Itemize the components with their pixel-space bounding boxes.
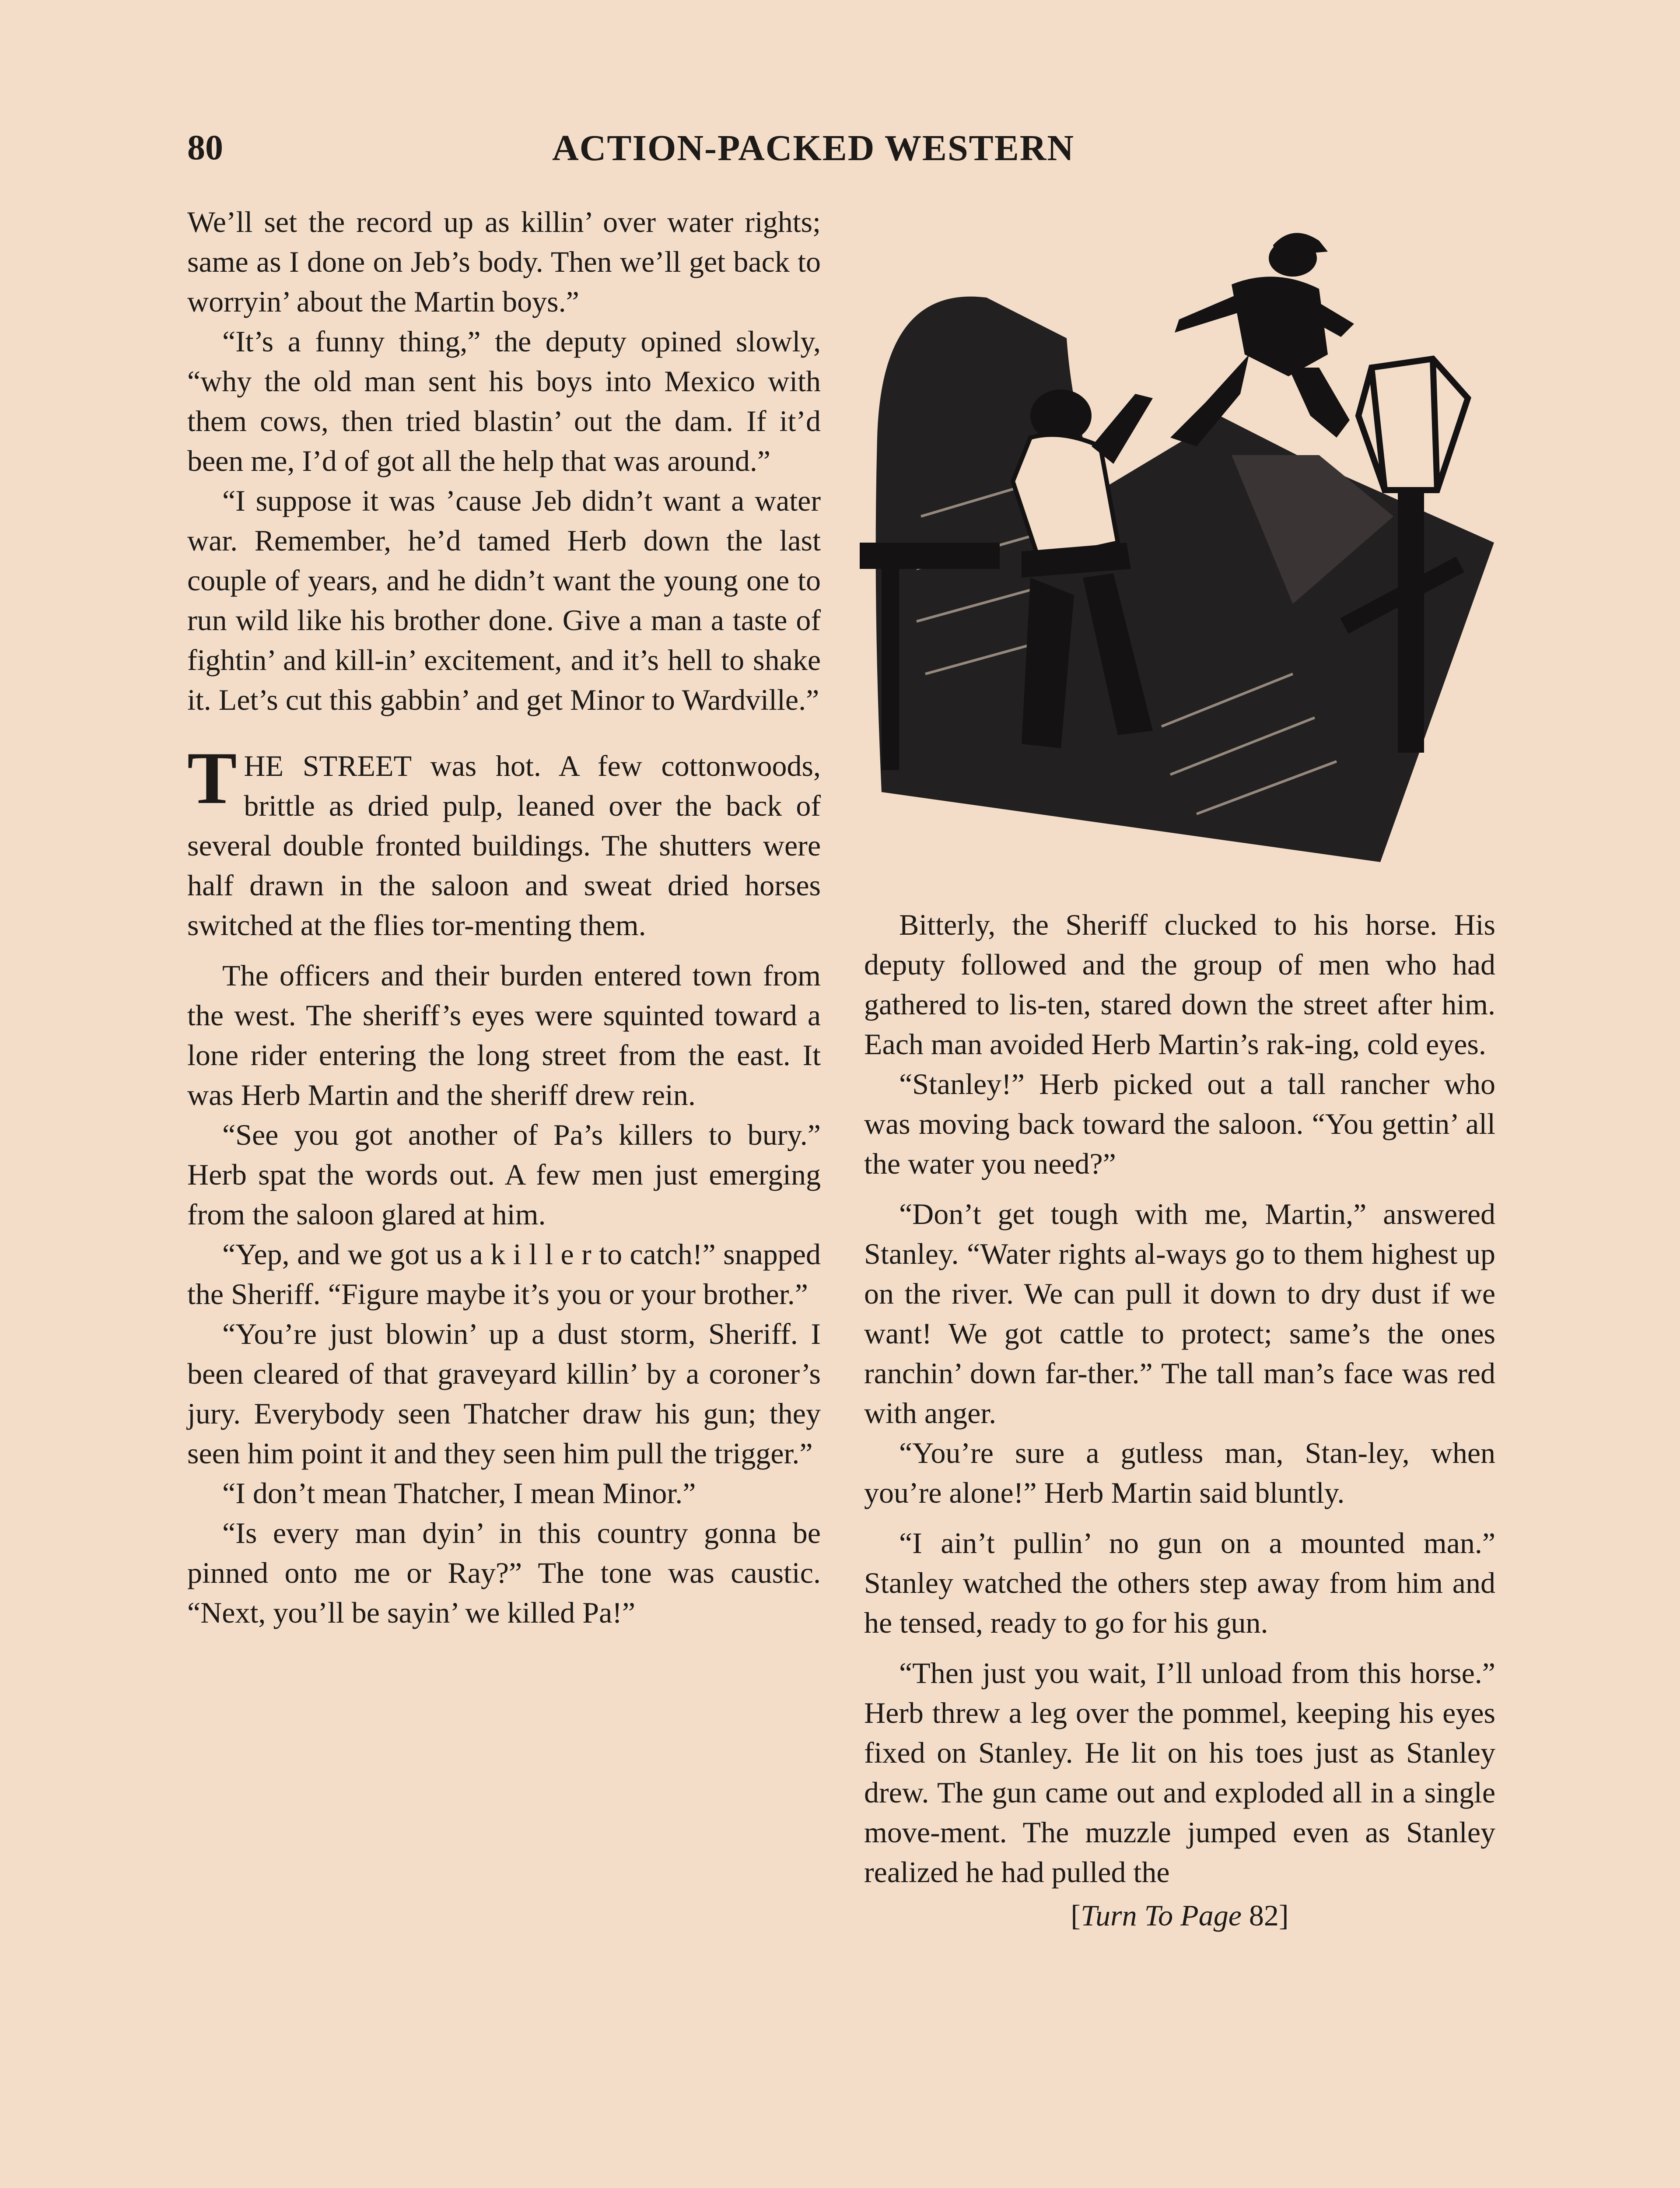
- paragraph: “See you got another of Pa’s killers to bury.” Herb spat the words out. A few men just emerging from the saloon glared at him.: [187, 1118, 821, 1231]
- paragraph: “I ain’t pullin’ no gun on a mounted man.” Stanley watched the others step away from him and he tensed, ready to go for his gun.: [864, 1526, 1495, 1639]
- paragraph: “You’re sure a gutless man, Stan-ley, when you’re alone!” Herb Martin said bluntly.: [864, 1436, 1495, 1509]
- paragraph: “Stanley!” Herb picked out a tall rancher who was moving back toward the saloon. “You gettin’ all the water you need?”: [864, 1067, 1495, 1180]
- paragraph: “You’re just blowin’ up a dust storm, Sheriff. I been cleared of that graveyard killin’ by a coroner’s jury. Everybody seen Thatcher draw his gun; they seen him point it and they seen him pull the trigger.”: [187, 1317, 821, 1470]
- paragraph: “Then just you wait, I’ll unload from this horse.” Herb threw a leg over the pommel, keeping his eyes fixed on Stanley. He lit on his toes just as Stanley drew. The gun came out and exploded all in a single move-ment. The muzzle jumped even as Stanley realized he had pulled the: [864, 1656, 1495, 1889]
- paragraph: “I suppose it was ’cause Jeb didn’t want a water war. Remember, he’d tamed Herb down the last couple of years, and he didn’t want the young one to run wild like his brother done. Give a man a taste of fightin’ and kill-in’ excitement, and it’s hell to shake it. Let’s cut this gabbin’ and get Minor to Wardville.”: [187, 484, 821, 716]
- paragraph: “It’s a funny thing,” the deputy opined slowly, “why the old man sent his boys into Mexico with them cows, then tried blastin’ out the dam. If it’d been me, I’d of got all the help that was around.”: [187, 325, 821, 477]
- paragraph: Bitterly, the Sheriff clucked to his horse. His deputy followed and the group of men who had gathered to lis-ten, stared down the street after him. Each man avoided Herb Martin’s rak-ing, cold eyes.: [864, 908, 1495, 1061]
- page-number: 80: [187, 127, 223, 167]
- left-text-column: [187, 202, 821, 2188]
- paragraph: We’ll set the record up as killin’ over water rights; same as I done on Jeb’s body. Then we’ll get back to worryin’ about the Martin boys.”: [187, 205, 821, 318]
- drop-cap: T: [187, 737, 237, 819]
- page-header: [0, 114, 1680, 179]
- paragraph: “Is every man dyin’ in this country gonna be pinned onto me or Ray?” The tone was caustic. “Next, you’ll be sayin’ we killed Pa!”: [187, 1516, 821, 1629]
- continued-on-page-note: [Turn To Page 82]: [1071, 1899, 1289, 1932]
- paragraph-text: HE STREET was hot. A few cottonwoods, brittle as dried pulp, leaned over the back of several double fronted buildings. The shutters were half drawn in the saloon and sweat dried horses switched at the flies tor-menting them.: [187, 749, 821, 942]
- section-paragraph: [187, 737, 821, 945]
- paragraph: “Yep, and we got us a k i l l e r to catch!” snapped the Sheriff. “Figure maybe it’s you or your brother.”: [187, 1238, 821, 1311]
- paragraph: The officers and their burden entered town from the west. The sheriff’s eyes were squinted toward a lone rider entering the long street from the east. It was Herb Martin and the sheriff drew rein.: [187, 959, 821, 1112]
- running-title: ACTION-PACKED WESTERN: [552, 128, 1075, 168]
- paragraph: “Don’t get tough with me, Martin,” answered Stanley. “Water rights al-ways go to them highest up on the river. We can pull it down to dry dust if we want! We got cattle to protect; same’s the ones ranchin’ down far-ther.” The tall man’s face was red with anger.: [864, 1197, 1495, 1430]
- gunfight-illustration: [855, 210, 1520, 866]
- right-text-column: [864, 905, 1495, 2188]
- paragraph: “I don’t mean Thatcher, I mean Minor.”: [222, 1476, 696, 1510]
